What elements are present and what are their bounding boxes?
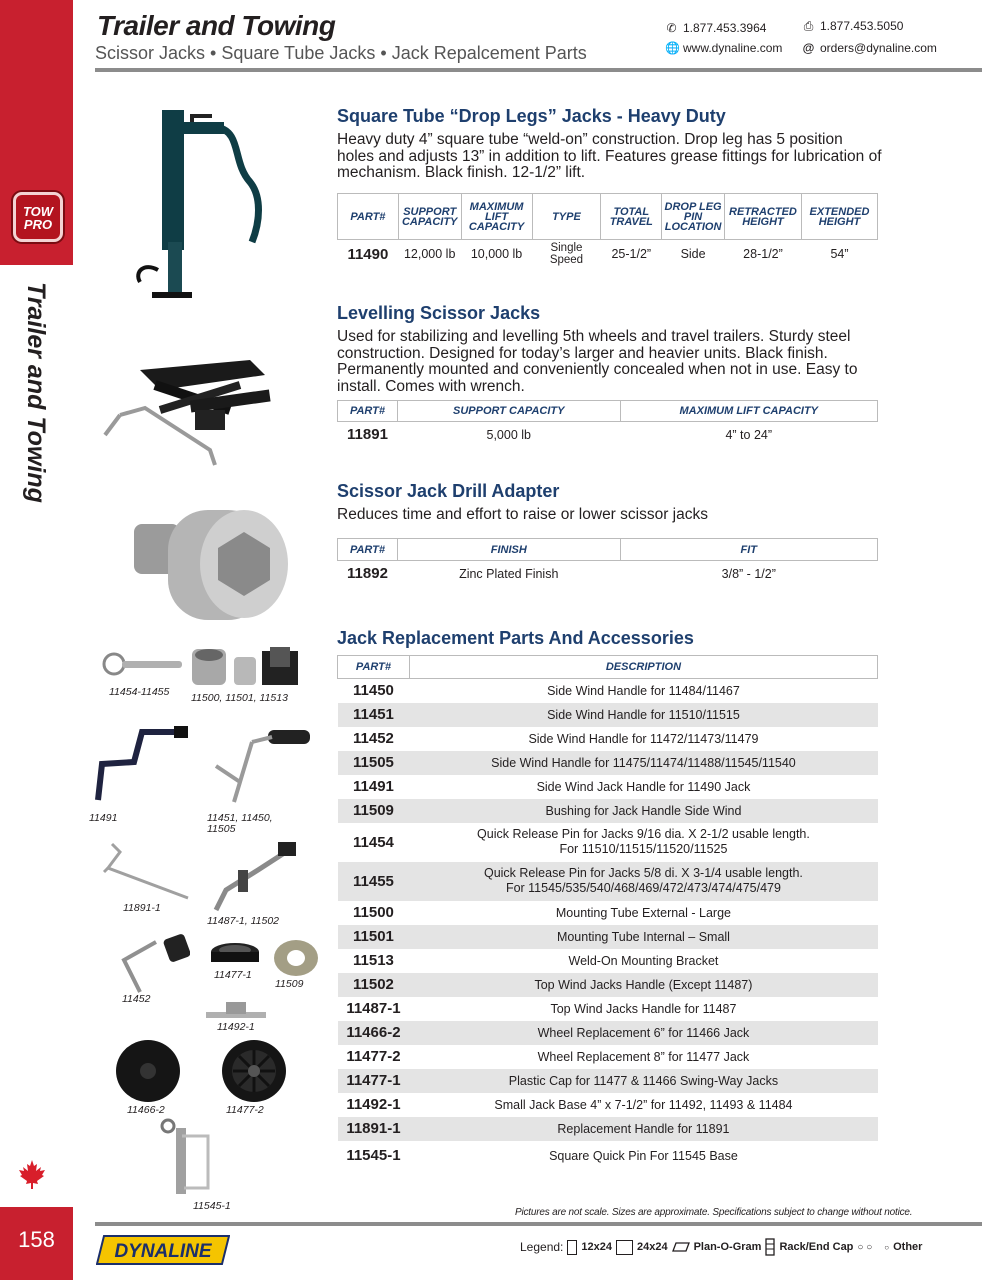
cell-part: 11509 [338,799,410,823]
caption-wheel-8: 11477-2 [226,1104,264,1116]
footer-rule [95,1222,982,1226]
cell-description: Wheel Replacement 8” for 11477 Jack [537,1049,750,1064]
col-retracted-height: RETRACTED HEIGHT [724,194,801,240]
cell-part: 11451 [338,703,410,727]
col-fit: FIT [620,539,877,561]
section-drop-legs-description: Heavy duty 4” square tube “weld-on” construction. Drop leg has 5 position holes and adjusts 13” in addition to lift. Features grease fittings for lubrication of mechanism. Black finish. 12-1/2” lift. [337,131,882,181]
legend-24x24: 24x24 [636,1241,668,1253]
cell-part: 11454 [353,833,394,851]
section-drill-adapter-title: Scissor Jack Drill Adapter [337,481,560,501]
cell-part: 11477-2 [346,1048,401,1065]
table-row [338,823,878,862]
cell-part: 11502 [338,973,410,997]
cell-description: Weld-On Mounting Bracket [568,953,719,968]
side-wind-handle-image [212,722,312,806]
legend-plan-o-gram: Plan-O-Gram [693,1241,762,1253]
caption-wheel-6: 11466-2 [127,1104,165,1116]
table-row [338,1141,878,1171]
page-subtitle: Scissor Jacks • Square Tube Jacks • Jack Repalcement Parts [95,43,587,63]
cell-description: Side Wind Handle for 11475/11474/11488/11545/11540 [409,751,877,775]
cell-description: Side Wind Handle for 11484/11467 [547,683,740,698]
col-support-capacity: SUPPORT CAPACITY [397,401,620,422]
cell-description-line2: For 11510/11515/11520/11525 [559,842,728,856]
table-row [338,1021,878,1045]
cell-description: Mounting Tube Internal – Small [409,925,877,949]
globe-icon: 🌐 [665,40,680,55]
cell-description-line2: For 11545/535/540/468/469/472/473/474/475/479 [505,881,781,895]
cell-part: 11450 [353,682,394,700]
cell-retracted: 28-1/2” [743,247,783,261]
cell-description: Side Wind Handle for 11472/11473/11479 [528,731,759,746]
fax-number: 1.877.453.5050 [820,19,904,33]
section-scissor-jacks-title: Levelling Scissor Jacks [337,303,541,323]
handle-11452-image [110,930,190,994]
phone-contact [665,21,766,35]
table-header-row [338,656,878,679]
caption-handle-11891: 11891-1 [123,902,161,914]
table-row [338,997,878,1021]
website-link[interactable]: www.dynaline.com [683,41,783,55]
square-quick-pin-image [154,1118,214,1198]
quick-pin-image [100,648,186,684]
legend-label: Legend: [520,1240,564,1254]
cell-part: 11490 [347,245,389,263]
handle-11891-image [100,838,196,904]
jack-base-image [202,1000,270,1022]
tow-pro-badge [13,192,63,242]
cell-finish: Zinc Plated Finish [459,566,559,581]
legend-other-dot-icon: ○ [884,1242,890,1252]
col-type: TYPE [532,194,601,240]
col-support-capacity: SUPPORT CAPACITY [398,194,461,240]
cell-description [409,823,877,862]
legend-plan-o-gram-icon [672,1241,690,1253]
table-row [338,240,878,269]
drill-adapter-spec-table [337,538,878,587]
logo-text: DYNALINE [114,1241,212,1262]
col-finish: FINISH [397,539,620,561]
cell-fit: 3/8” - 1/2” [721,566,776,581]
vertical-section-title: Trailer and Towing [22,282,50,503]
cell-part: 11891 [347,426,388,444]
cell-max-lift: 4” to 24” [725,427,773,442]
cell-part: 11455 [338,862,410,901]
cell-description: Top Wind Jacks Handle for 11487 [550,1001,737,1016]
col-part: PART# [338,401,398,422]
cell-part: 11487-1 [346,1000,401,1017]
table-header-row [338,401,878,422]
page-title: Trailer and Towing [97,10,336,41]
table-header-row [338,539,878,561]
cell-extended: 54” [830,247,849,261]
legend-other: Other [893,1241,923,1253]
table-row [338,727,878,751]
caption-handle-11452: 11452 [122,993,151,1005]
header-rule [95,68,982,72]
scissor-jacks-spec-table [337,400,878,448]
legend-rack-end-cap: Rack/End Cap [779,1241,854,1253]
cell-part: 11513 [353,952,394,969]
dynaline-logo [96,1235,230,1265]
drill-adapter-image [132,506,292,624]
legend-other-icon: ○ ○ [857,1241,873,1253]
badge-line1: TOW [22,204,54,219]
phone-number: 1.877.453.3964 [683,21,767,35]
caption-square-quick-pin: 11545-1 [193,1200,231,1212]
drop-leg-jack-image [132,102,272,302]
page-number: 158 [18,1227,55,1252]
badge-line2: PRO [23,217,53,232]
disclaimer-note: Pictures are not scale. Sizes are approximate. Specifications subject to change without notice. [515,1207,913,1218]
cell-part: 11501 [338,925,410,949]
cell-support-capacity: 5,000 lb [486,427,531,442]
cell-part: 11477-1 [338,1069,410,1093]
table-row [338,703,878,727]
cell-drop-leg-pin: Side [680,247,706,261]
caption-side-wind-line2: 11505 [207,823,236,835]
email-contact[interactable] [802,41,937,55]
maple-leaf-icon [16,1158,48,1190]
at-icon: @ [802,40,815,55]
cell-support-capacity: 12,000 lb [403,247,456,261]
cell-part: 11505 [338,751,410,775]
cell-description: Top Wind Jacks Handle (Except 11487) [409,973,877,997]
cell-part: 11892 [347,565,388,583]
table-row [338,901,878,925]
wheel-8-image [220,1038,288,1104]
table-row [338,949,878,973]
cell-total-travel: 25-1/2” [611,247,652,261]
legend-12x24: 12x24 [581,1241,612,1253]
cell-part: 11466-2 [338,1021,410,1045]
legend [520,1238,922,1256]
cell-description: Mounting Tube External - Large [555,905,731,920]
table-row [338,422,878,448]
cell-description: Bushing for Jack Handle Side Wind [409,799,877,823]
col-max-lift-capacity: MAXIMUM LIFT CAPACITY [461,194,532,240]
table-row [338,862,878,901]
cell-description: Plastic Cap for 11477 & 11466 Swing-Way Jacks [409,1069,877,1093]
caption-mounting-tubes: 11500, 11501, 11513 [191,692,288,704]
caption-jack-base: 11492-1 [217,1021,255,1033]
col-description: DESCRIPTION [409,656,877,679]
cell-part: 11452 [353,730,394,747]
cell-max-lift: 10,000 lb [470,247,523,261]
wheel-6-image [114,1038,182,1104]
email-link[interactable]: orders@dynaline.com [820,41,937,55]
scissor-jack-image [100,340,280,475]
table-row [338,775,878,799]
cell-part: 11491 [353,778,394,795]
fax-contact [802,19,903,33]
cell-description: Wheel Replacement 6” for 11466 Jack [409,1021,877,1045]
legend-rack-icon [765,1238,775,1256]
cell-description-line1: Quick Release Pin for Jacks 9/16 dia. X 2-1/2 usable length. [477,827,810,841]
caption-handle-11491: 11491 [89,812,118,824]
fax-icon: ⎙ [803,18,814,33]
table-row [338,973,878,997]
table-row [338,925,878,949]
section-drop-legs-title: Square Tube “Drop Legs” Jacks - Heavy Duty [337,106,726,126]
table-row [338,1117,878,1141]
cell-description: Side Wind Jack Handle for 11490 Jack [536,779,751,794]
drop-legs-spec-table [337,193,878,268]
phone-icon: ✆ [666,20,677,35]
cell-part: 11500 [353,904,394,921]
col-total-travel: TOTAL TRAVEL [601,194,662,240]
cell-description: Small Jack Base 4” x 7-1/2” for 11492, 11493 & 11484 [494,1097,793,1112]
caption-side-wind-line1: 11451, 11450, [207,812,273,824]
section-replacement-parts-title: Jack Replacement Parts And Accessories [337,628,694,648]
col-extended-height: EXTENDED HEIGHT [801,194,877,240]
plastic-cap-image [208,940,262,970]
cell-description [409,862,877,901]
section-scissor-jacks-description: Used for stabilizing and levelling 5th wheels and travel trailers. Sturdy steel construction. Designed for today’s larger and heavier units. Black finish. Permanently mounted and conveniently concealed when not in use. Easy to install. Comes with wrench. [337,328,858,395]
table-row [338,1093,878,1117]
bushing-image [272,938,320,978]
caption-top-wind-handle: 11487-1, 11502 [207,915,280,927]
table-row [338,751,878,775]
caption-plastic-cap: 11477-1 [214,969,252,981]
top-wind-handle-image [208,840,300,914]
section-drill-adapter-description: Reduces time and effort to raise or lower scissor jacks [337,506,709,523]
cell-description: Side Wind Handle for 11510/11515 [409,703,877,727]
cell-part: 11891-1 [338,1117,410,1141]
cell-part: 11545-1 [346,1147,401,1164]
website-contact[interactable] [665,41,782,55]
col-part: PART# [338,194,399,240]
table-row [338,561,878,587]
cell-description: Square Quick Pin For 11545 Base [549,1148,738,1163]
replacement-parts-table [337,655,878,1171]
legend-12x24-icon [567,1240,577,1255]
caption-quick-pin: 11454-11455 [109,686,170,698]
legend-24x24-icon [616,1240,633,1255]
mounting-tubes-image [188,645,306,691]
handle-11491-image [92,722,192,804]
cell-part: 11492-1 [346,1096,401,1113]
col-max-lift-capacity: MAXIMUM LIFT CAPACITY [620,401,877,422]
cell-description-line1: Quick Release Pin for Jacks 5/8 di. X 3-1/4 usable length. [483,866,803,880]
cell-type: Single Speed [549,242,584,266]
caption-side-wind-handle [207,813,273,835]
table-row [338,679,878,703]
cell-description: Replacement Handle for 11891 [409,1117,877,1141]
caption-bushing: 11509 [275,978,304,990]
col-drop-leg-pin: DROP LEG PIN LOCATION [662,194,725,240]
table-row [338,1069,878,1093]
table-row [338,1045,878,1069]
col-part: PART# [338,656,410,679]
col-part: PART# [338,539,398,561]
table-header-row [338,194,878,240]
table-row [338,799,878,823]
